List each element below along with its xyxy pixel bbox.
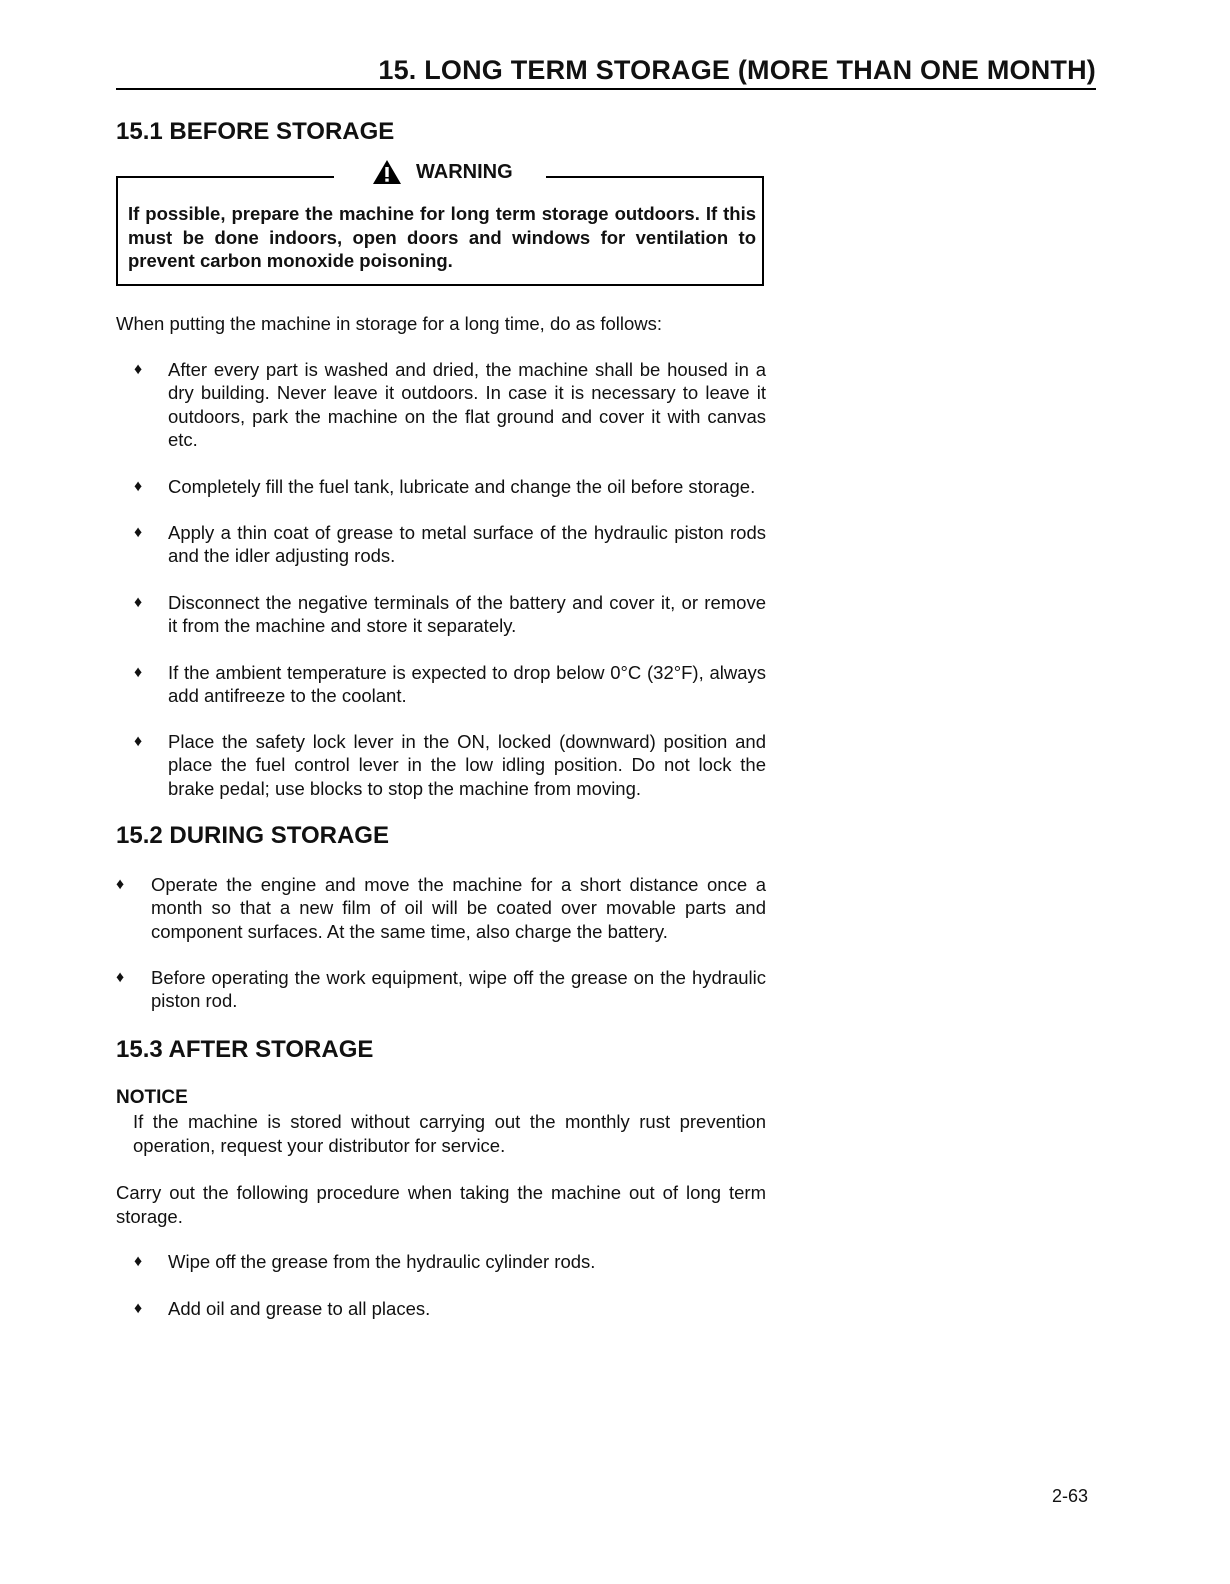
section-heading-during-storage: 15.2 DURING STORAGE <box>116 822 389 849</box>
list-item <box>134 661 766 708</box>
list-item <box>134 591 766 638</box>
bullet-icon: ♦ <box>116 969 125 986</box>
section-heading-after-storage: 15.3 AFTER STORAGE <box>116 1036 374 1063</box>
list-item <box>134 521 766 568</box>
bullet-icon: ♦ <box>134 361 143 378</box>
warning-triangle-icon <box>372 159 402 185</box>
list-item <box>134 358 766 451</box>
list-item <box>134 475 778 498</box>
bullet-icon: ♦ <box>134 594 143 611</box>
list-item-text: Add oil and grease to all places. <box>168 1298 431 1319</box>
list-item <box>134 1250 766 1273</box>
bullet-icon: ♦ <box>116 876 125 893</box>
list-item-text: Place the safety lock lever in the ON, locked (downward) position and place the fuel control lever in the low idling position. Do not lock the brake pedal; use blocks to stop the machine from moving. <box>168 731 766 799</box>
page-number: 2-63 <box>1052 1486 1089 1506</box>
list-item-text: After every part is washed and dried, the machine shall be housed in a dry building. Never leave it outdoors. In case it is necessary to leave it outdoors, park the machine on the flat ground and cover it with canvas etc. <box>168 359 766 450</box>
warning-box <box>116 176 764 286</box>
list-item-text: Disconnect the negative terminals of the battery and cover it, or remove it from the machine and store it separately. <box>168 592 766 637</box>
section-heading-before-storage: 15.1 BEFORE STORAGE <box>116 118 395 145</box>
warning-label: WARNING <box>416 160 513 183</box>
list-item <box>116 873 766 943</box>
list-item <box>116 966 766 1013</box>
bullet-icon: ♦ <box>134 664 143 681</box>
warning-header <box>116 155 766 187</box>
list-item-text: If the ambient temperature is expected to drop below 0°C (32°F), always add antifreeze to the coolant. <box>168 662 766 707</box>
list-item-text: Completely fill the fuel tank, lubricate and change the oil before storage. <box>168 476 756 497</box>
bullet-icon: ♦ <box>134 1300 143 1317</box>
page-title: 15. LONG TERM STORAGE (MORE THAN ONE MONTH) <box>116 52 1096 90</box>
list-item <box>134 730 766 800</box>
list-item <box>134 1297 766 1320</box>
warning-text: If possible, prepare the machine for long term storage outdoors. If this must be done indoors, open doors and windows for ventilation to prevent carbon monoxide poisoning. <box>128 203 756 271</box>
intro-paragraph: When putting the machine in storage for a long time, do as follows: <box>116 313 663 334</box>
list-item-text: Before operating the work equipment, wipe off the grease on the hydraulic piston rod. <box>151 967 766 1012</box>
list-item-text: Wipe off the grease from the hydraulic cylinder rods. <box>168 1251 596 1272</box>
list-item-text: Apply a thin coat of grease to metal surface of the hydraulic piston rods and the idler adjusting rods. <box>168 522 766 567</box>
notice-text: If the machine is stored without carrying out the monthly rust prevention operation, request your distributor for service. <box>133 1111 766 1156</box>
bullet-icon: ♦ <box>134 1253 143 1270</box>
bullet-icon: ♦ <box>134 733 143 750</box>
after-storage-intro: Carry out the following procedure when taking the machine out of long term storage. <box>116 1182 766 1227</box>
bullet-icon: ♦ <box>134 478 143 495</box>
notice-label: NOTICE <box>116 1087 188 1108</box>
bullet-icon: ♦ <box>134 524 143 541</box>
list-item-text: Operate the engine and move the machine for a short distance once a month so that a new film of oil will be coated over movable parts and component surfaces. At the same time, also charge the battery. <box>151 874 766 942</box>
